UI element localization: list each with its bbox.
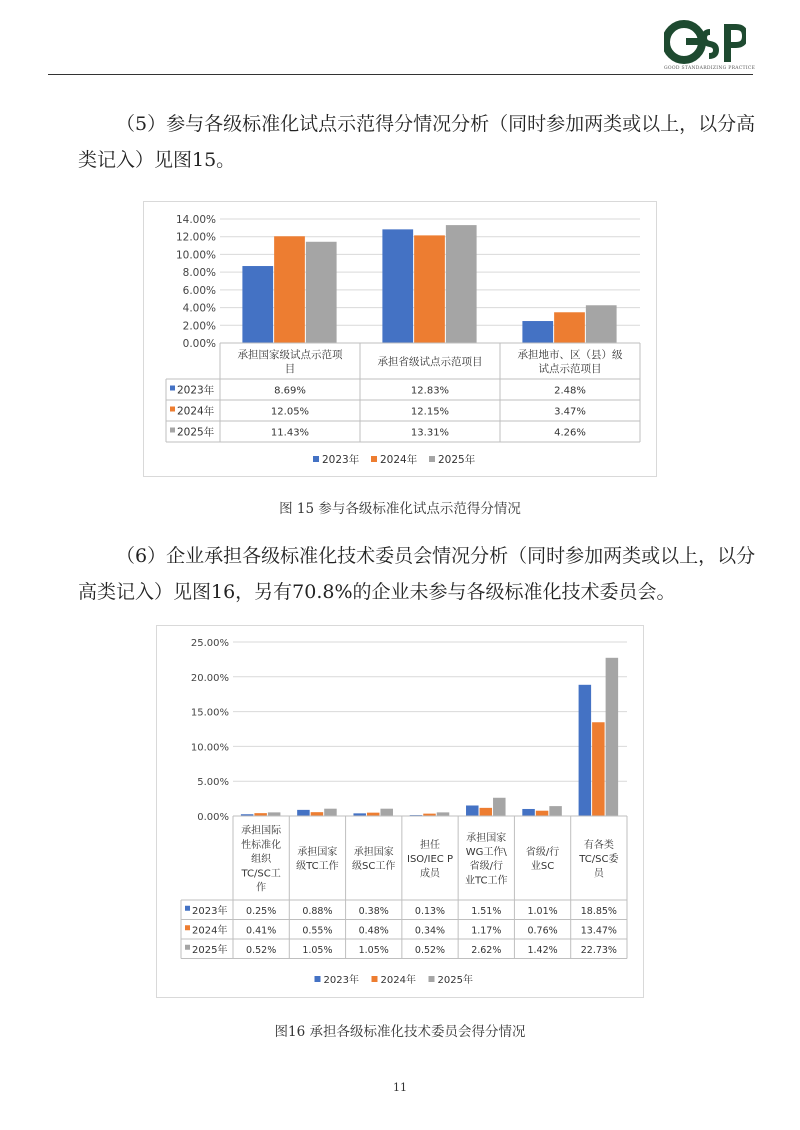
section5-line2: 类记入）见图15。 xyxy=(78,149,236,171)
legend-label: 2024年 xyxy=(380,975,416,986)
data-label: 12.83% xyxy=(410,385,450,397)
data-label: 0.41% xyxy=(246,925,277,937)
chart16-caption: 图16 承担各级标准化技术委员会得分情况 xyxy=(274,1024,526,1040)
page-number: 11 xyxy=(393,1081,407,1094)
data-label: 4.26% xyxy=(554,427,586,439)
y-tick-label: 0.00% xyxy=(197,812,229,823)
category-label: 有各类 xyxy=(583,839,614,851)
bar xyxy=(493,798,506,816)
bar xyxy=(522,321,553,343)
data-label: 18.85% xyxy=(580,905,617,917)
category-label: ISO/IEC P xyxy=(407,854,453,866)
y-tick-label: 5.00% xyxy=(197,777,229,789)
chart16-frame xyxy=(156,625,644,998)
table-series-name: 2025年 xyxy=(177,426,215,439)
bar xyxy=(549,806,562,816)
category-label: 承担国家 xyxy=(297,847,338,858)
chart15-frame xyxy=(143,201,657,477)
bar xyxy=(380,809,393,816)
y-tick-label: 10.00% xyxy=(190,742,229,754)
category-label: 承担省级试点示范项目 xyxy=(377,356,483,368)
data-label: 0.52% xyxy=(414,944,446,956)
chart16 xyxy=(157,626,643,997)
y-tick-label: 25.00% xyxy=(190,638,229,649)
legend-label: 2025年 xyxy=(438,454,476,466)
data-label: 1.05% xyxy=(358,944,389,956)
category-label: 组织 xyxy=(251,854,272,866)
category-label: WG工作\ xyxy=(465,847,507,858)
table-series-name: 2024年 xyxy=(192,925,228,937)
category-label: 担任 xyxy=(420,839,440,851)
table-legend-key xyxy=(170,428,175,433)
data-label: 0.76% xyxy=(527,925,558,937)
y-tick-label: 10.00% xyxy=(175,249,216,262)
table-legend-key xyxy=(170,386,175,391)
bar xyxy=(592,722,605,816)
data-label: 3.47% xyxy=(554,406,586,418)
category-label: 级SC工作 xyxy=(352,861,396,873)
data-label: 0.52% xyxy=(246,944,277,956)
category-label: 作 xyxy=(256,882,267,894)
category-label: 试点示范项目 xyxy=(538,363,602,375)
category-label: 目 xyxy=(284,363,296,375)
bar xyxy=(554,312,585,343)
bar xyxy=(480,808,493,816)
category-label: 承担国家级试点示范项 xyxy=(237,349,343,361)
bar xyxy=(367,813,380,816)
category-label: 业SC xyxy=(530,861,555,873)
bar xyxy=(306,242,337,343)
legend-key xyxy=(372,976,378,982)
data-label: 12.05% xyxy=(270,406,310,418)
category-label: 省级/行 xyxy=(469,861,503,873)
category-label: 承担国际 xyxy=(241,825,282,837)
table-legend-key xyxy=(170,407,175,412)
bar xyxy=(268,812,281,816)
bar xyxy=(586,305,617,343)
table-series-name: 2024年 xyxy=(177,405,215,418)
bar xyxy=(536,811,549,816)
data-label: 1.01% xyxy=(527,905,558,917)
bar xyxy=(297,810,310,816)
bar xyxy=(606,658,619,816)
legend-key xyxy=(429,456,435,462)
data-label: 13.47% xyxy=(580,925,617,937)
bar xyxy=(522,809,535,816)
category-label: 员 xyxy=(593,868,604,880)
data-label: 0.38% xyxy=(358,905,389,917)
table-series-name: 2025年 xyxy=(192,944,228,956)
data-label: 0.13% xyxy=(414,905,446,917)
data-label: 8.69% xyxy=(274,385,306,397)
legend-label: 2023年 xyxy=(323,975,359,986)
section6-line2: 高类记入）见图16，另有70.8%的企业未参与各级标准化技术委员会。 xyxy=(78,581,676,603)
data-label: 22.73% xyxy=(580,944,617,956)
bar xyxy=(466,805,479,816)
section6-paragraph xyxy=(78,538,756,610)
data-label: 0.88% xyxy=(302,905,333,917)
y-tick-label: 6.00% xyxy=(182,284,216,297)
category-label: 承担国家 xyxy=(466,832,507,844)
legend-label: 2025年 xyxy=(437,975,473,986)
category-label: 业TC工作 xyxy=(465,875,508,887)
logo-subtext: GOOD STANDARDIZING PRACTICE xyxy=(664,66,756,71)
category-label: 级TC工作 xyxy=(296,861,339,873)
data-label: 1.05% xyxy=(302,944,333,956)
data-label: 12.15% xyxy=(410,406,450,418)
legend-label: 2023年 xyxy=(322,454,360,466)
bar xyxy=(274,236,305,343)
table-series-name: 2023年 xyxy=(177,384,215,397)
y-tick-label: 8.00% xyxy=(182,267,216,280)
data-label: 1.51% xyxy=(471,905,502,917)
data-label: 2.62% xyxy=(471,944,502,956)
legend-key xyxy=(429,976,435,982)
table-legend-key xyxy=(185,925,190,930)
category-label: 承担地市、区（县）级 xyxy=(517,349,623,361)
y-tick-label: 14.00% xyxy=(175,214,216,226)
section6-line1: （6）企业承担各级标准化技术委员会情况分析（同时参加两类或以上，以分 xyxy=(116,545,756,567)
data-label: 0.48% xyxy=(358,925,389,937)
y-tick-label: 0.00% xyxy=(182,338,216,350)
legend-key xyxy=(315,976,321,982)
section5-paragraph xyxy=(78,106,756,178)
category-label: TC/SC工 xyxy=(241,868,281,880)
gsp-logo xyxy=(664,20,746,70)
bar xyxy=(311,812,324,816)
category-label: 性标准化 xyxy=(241,839,282,851)
category-label: TC/SC委 xyxy=(579,854,619,866)
data-label: 0.34% xyxy=(414,925,446,937)
bar xyxy=(437,812,450,816)
data-label: 13.31% xyxy=(410,427,450,439)
chart15 xyxy=(144,202,656,476)
legend-label: 2024年 xyxy=(380,454,418,466)
data-label: 0.55% xyxy=(302,925,333,937)
table-legend-key xyxy=(185,945,190,950)
bar xyxy=(414,235,445,343)
category-label: 省级/行 xyxy=(525,847,560,858)
bar xyxy=(382,229,413,343)
y-tick-label: 4.00% xyxy=(182,302,216,315)
data-label: 1.42% xyxy=(527,944,558,956)
category-label: 成员 xyxy=(420,868,440,880)
data-label: 11.43% xyxy=(270,427,310,439)
table-legend-key xyxy=(185,906,190,911)
y-tick-label: 12.00% xyxy=(175,231,216,244)
bar xyxy=(242,266,273,343)
y-tick-label: 20.00% xyxy=(190,672,229,684)
legend-key xyxy=(371,456,377,462)
section5-line1: （5）参与各级标准化试点示范得分情况分析（同时参加两类或以上，以分高 xyxy=(116,113,756,135)
bar xyxy=(579,685,592,816)
data-label: 1.17% xyxy=(471,925,502,937)
y-tick-label: 2.00% xyxy=(182,320,216,333)
data-label: 2.48% xyxy=(554,385,586,397)
bar xyxy=(324,809,337,816)
table-series-name: 2023年 xyxy=(192,905,228,917)
header-rule xyxy=(48,74,753,75)
y-tick-label: 15.00% xyxy=(190,707,229,719)
chart15-caption: 图 15 参与各级标准化试点示范得分情况 xyxy=(279,501,521,517)
legend-key xyxy=(313,456,319,462)
bar xyxy=(446,225,477,343)
category-label: 承担国家 xyxy=(353,847,394,858)
data-label: 0.25% xyxy=(246,905,277,917)
